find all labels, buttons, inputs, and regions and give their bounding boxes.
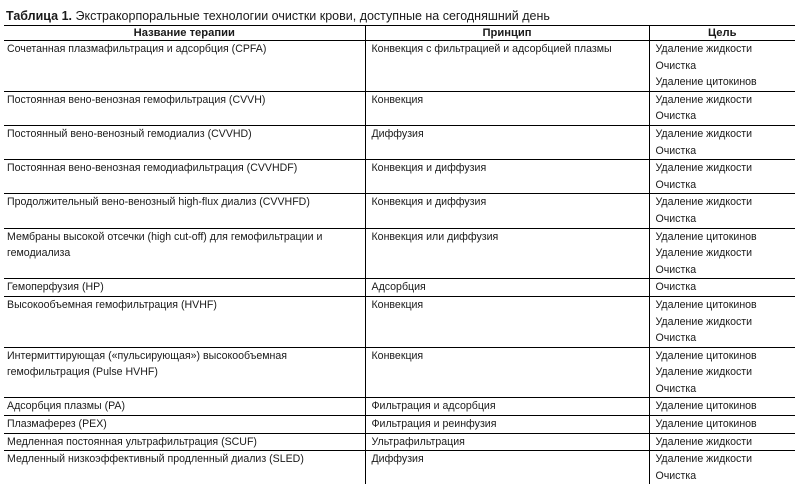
header-principle: Принцип [365,26,649,41]
goal-item: Удаление жидкости [655,93,753,106]
principle-cell: Ультрафильтрация [365,433,649,451]
therapy-name-cell: Постоянная вено-венозная гемофильтрация (CVVH) [4,91,365,125]
therapy-name-cell: Постоянный вено-венозный гемодиализ (CVVHD) [4,125,365,159]
table-row [4,228,795,279]
principle-cell: Конвекция с фильтрацией и адсорбцией плазмы [365,41,649,92]
goal-cell [649,296,795,347]
table-body [4,41,795,485]
principle-cell: Конвекция [365,91,649,125]
table-row [4,41,795,92]
principle-cell: Конвекция [365,296,649,347]
goal-item: Очистка [655,263,697,276]
table-row [4,296,795,347]
goal-item: Очистка [655,59,697,72]
principle-cell: Конвекция и диффузия [365,160,649,194]
goal-item: Удаление цитокинов [655,76,757,89]
goal-cell [649,416,795,434]
goal-item: Удаление жидкости [655,196,753,209]
table-row [4,451,795,485]
therapy-name-cell: Высокообъемная гемофильтрация (HVHF) [4,296,365,347]
table-caption-label: Таблица 1. [6,9,72,23]
table-row [4,91,795,125]
goal-cell [649,125,795,159]
therapy-name-cell: Сочетанная плазмафильтрация и адсорбция (CPFA) [4,41,365,92]
table-caption [6,8,795,25]
goal-item: Удаление цитокинов [655,298,757,311]
goal-item: Удаление жидкости [655,315,753,328]
goal-item: Удаление цитокинов [655,400,757,413]
therapy-name-cell: Постоянная вено-венозная гемодиафильтрация (CVVHDF) [4,160,365,194]
table-header-row [4,26,795,41]
goal-cell [649,279,795,297]
goal-item: Удаление цитокинов [655,230,757,243]
goal-item: Очистка [655,110,697,123]
principle-cell: Диффузия [365,125,649,159]
table-caption-text: Экстракорпоральные технологии очистки крови, доступные на сегодняшний день [72,9,550,23]
therapy-name-cell: Мембраны высокой отсечки (high cut-off) для гемофильтрации и гемодиализа [4,228,365,279]
goal-cell [649,41,795,92]
principle-cell: Конвекция и диффузия [365,194,649,228]
principle-cell: Конвекция [365,347,649,398]
goal-cell [649,451,795,485]
goal-cell [649,433,795,451]
goal-item: Удаление жидкости [655,435,753,448]
table-row [4,433,795,451]
table-row [4,398,795,416]
table-row [4,125,795,159]
goal-item: Очистка [655,281,697,294]
goal-item: Очистка [655,332,697,345]
principle-cell: Фильтрация и реинфузия [365,416,649,434]
therapy-name-cell: Медленный низкоэффективный продленный диализ (SLED) [7,453,304,466]
goal-item: Удаление цитокинов [655,418,757,431]
goal-item: Удаление жидкости [655,43,753,55]
therapy-table [4,25,795,484]
therapy-name-cell: Плазмаферез (PEX) [4,416,365,434]
goal-item: Удаление цитокинов [655,349,757,362]
goal-cell [649,194,795,228]
goal-cell [649,228,795,279]
principle-cell: Адсорбция [365,279,649,297]
goal-cell [649,347,795,398]
goal-item: Очистка [655,469,697,482]
goal-item: Удаление жидкости [655,366,753,379]
principle-cell: Диффузия [365,451,649,485]
goal-item: Удаление жидкости [655,453,753,466]
goal-item: Очистка [655,212,697,225]
table-row [4,416,795,434]
goal-item: Очистка [655,144,697,157]
principle-cell: Фильтрация и адсорбция [365,398,649,416]
table-row [4,347,795,398]
header-therapy-name: Название терапии [4,26,365,41]
principle-cell: Конвекция или диффузия [365,228,649,279]
therapy-name-cell: Гемоперфузия (HP) [4,279,365,297]
goal-item: Удаление жидкости [655,127,753,140]
therapy-name-cell: Медленная постоянная ультрафильтрация (SCUF) [4,433,365,451]
therapy-name-cell: Интермиттирующая («пульсирующая») высокообъемная гемофильтрация (Pulse HVHF) [4,347,365,398]
goal-item: Очистка [655,178,697,191]
goal-cell [649,91,795,125]
therapy-name-cell: Адсорбция плазмы (PA) [4,398,365,416]
goal-cell [649,398,795,416]
goal-item: Удаление жидкости [655,162,753,175]
header-goal: Цель [649,26,795,41]
table-row [4,279,795,297]
table-row [4,194,795,228]
table-row [4,160,795,194]
goal-cell [649,160,795,194]
goal-item: Очистка [655,382,697,395]
goal-item: Удаление жидкости [655,247,753,260]
therapy-name-cell: Продолжительный вено-венозный high-flux диализ (CVVHFD) [4,194,365,228]
